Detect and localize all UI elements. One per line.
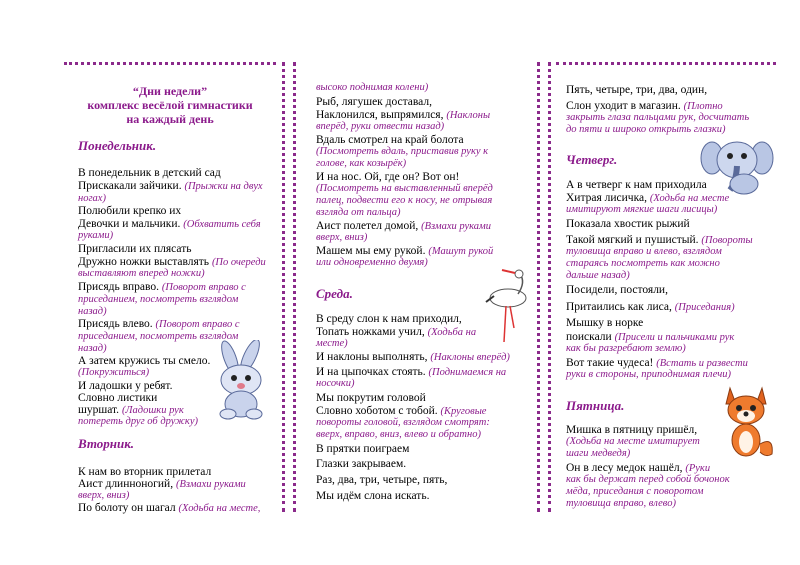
movement-note: (Поворот вправо с	[155, 319, 240, 330]
movement-note: (Плотно	[683, 101, 723, 112]
text-line: И на цыпочках стоять.	[316, 366, 426, 378]
text-line-row	[78, 281, 246, 294]
movement-note: голове, как козырёк)	[316, 158, 407, 169]
movement-note: повороты головой, взглядом смотрят:	[316, 417, 490, 428]
movement-note: (Посмотреть вдаль, приставив руку к	[316, 146, 489, 157]
movement-note: вверх, вниз)	[316, 232, 368, 243]
text-line: Вот такие чудеса!	[566, 357, 654, 369]
heading-wednesday: Среда.	[316, 286, 353, 301]
movement-note: (Руки	[685, 463, 711, 474]
text-line: В понедельник в детский сад	[78, 167, 221, 179]
movement-note: (Поднимаемся на	[428, 367, 507, 378]
movement-note: или одновременно двумя)	[316, 257, 428, 268]
movement-note: вперёд, руки отвести назад)	[316, 121, 445, 132]
movement-note: туловища вправо и влево, взглядом	[566, 246, 722, 257]
movement-note: (Ладошки рук	[121, 405, 184, 416]
movement-note: выставляют вперед ножки)	[78, 268, 205, 279]
heading-tuesday: Вторник.	[78, 436, 135, 451]
movement-note: как бы держат перед собой бочонок	[566, 474, 730, 485]
movement-note: взгляда от пальца)	[316, 207, 401, 218]
heading-friday: Пятница.	[566, 398, 625, 413]
text-line-row	[566, 301, 735, 314]
text-line: А в четверг к нам приходила	[566, 179, 707, 191]
movement-note: (Посмотреть на выставленный вперёд	[316, 183, 493, 194]
text-line-row	[78, 502, 260, 515]
movement-note: (Наклоны вперёд)	[430, 352, 510, 363]
text-line: И ладошки у ребят.	[78, 380, 173, 392]
movement-note: (Присели и пальчиками рук	[614, 332, 735, 343]
movement-note: палец, подвести его к носу, не отрывая	[316, 195, 493, 206]
movement-note: (Ходьба на месте,	[178, 503, 261, 514]
movement-note: закрыть глаза пальцами рук, досчитать	[566, 112, 750, 123]
movement-note: высоко поднимая колени)	[316, 82, 429, 93]
movement-note: (Повороты	[701, 235, 753, 246]
top-border-right	[556, 62, 776, 69]
text-line-row	[78, 318, 240, 331]
title-line-3: на каждый день	[126, 112, 214, 126]
movement-note: (Ходьба на месте	[649, 193, 730, 204]
text-line: Хитрая лисичка,	[566, 192, 647, 204]
movement-note: до пяти и широко открыть глазки)	[566, 124, 726, 135]
text-line: А затем кружись ты смело.	[78, 355, 211, 367]
text-line: Вдаль смотрел на край болота	[316, 134, 464, 146]
movement-note: потереть друг об дружку)	[78, 416, 198, 427]
movement-note: месте)	[316, 338, 348, 349]
stork-icon	[482, 268, 534, 348]
text-line: Словно хоботом с тобой.	[316, 405, 438, 417]
movement-note: (Поворот вправо с	[161, 282, 246, 293]
text-line: Глазки закрываем.	[316, 458, 407, 470]
movement-note: ногах)	[78, 193, 106, 204]
top-border-left	[64, 62, 276, 69]
text-line: Рыб, лягушек доставал,	[316, 96, 432, 108]
movement-note: (Ходьба на месте имитирует	[566, 436, 700, 447]
movement-note: дальше назад)	[566, 270, 630, 281]
movement-note: (Наклоны	[446, 110, 491, 121]
text-line: Мишка в пятницу пришёл,	[566, 424, 698, 436]
text-line: Топать ножками учил,	[316, 326, 425, 338]
movement-note: (Приседания)	[674, 302, 735, 313]
movement-note: (Покружиться)	[78, 367, 150, 378]
movement-note: носочки)	[316, 378, 355, 389]
movement-note: (Встать и развести	[656, 358, 748, 369]
movement-note: (Взмахи руками	[421, 221, 491, 232]
text-line: Мышку в норке	[566, 317, 644, 329]
movement-note: приседанием, посмотреть взглядом	[78, 294, 239, 305]
movement-note: (По очереди	[211, 257, 266, 268]
movement-note: шаги медведя)	[566, 448, 631, 459]
text-line: И наклоны выполнять,	[316, 351, 428, 363]
movement-note: назад)	[78, 306, 107, 317]
heading-monday: Понедельник.	[78, 138, 157, 153]
text-line: Машем мы ему рукой.	[316, 245, 426, 257]
text-line: И на нос. Ой, где он? Вот он!	[316, 171, 460, 183]
movement-note: туловища вправо, влево)	[566, 498, 676, 509]
text-line: шуршат.	[78, 404, 120, 416]
text-line-row	[316, 351, 510, 364]
text-line: Показала хвостик рыжий	[566, 218, 690, 230]
title-line-2: комплекс весёлой гимнастики	[87, 98, 253, 112]
text-line: Присядь влево.	[78, 318, 153, 330]
text-line: Посидели, постояли,	[566, 284, 668, 296]
text-line: Раз, два, три, четыре, пять,	[316, 474, 448, 486]
elephant-icon	[700, 134, 776, 196]
movement-note: руками)	[78, 230, 114, 241]
movement-note: назад)	[78, 343, 107, 354]
text-line: Присядь вправо.	[78, 281, 159, 293]
text-line: К нам во вторник прилетал	[78, 466, 212, 478]
movement-note: мёда, приседания с поворотом	[566, 486, 704, 497]
text-line: Наклонился, выпрямился,	[316, 109, 444, 121]
text-line: Пригласили их плясать	[78, 243, 192, 255]
movement-note: имитируют мягкие шаги лисицы)	[566, 204, 718, 215]
text-line: Девочки и мальчики.	[78, 218, 181, 230]
movement-note: приседанием, посмотреть взглядом	[78, 331, 239, 342]
movement-note: руки в стороны, приподнимая плечи)	[566, 369, 732, 380]
text-line-row	[78, 180, 263, 193]
text-line: По болоту он шагал	[78, 502, 176, 514]
movement-note: (Круговые	[440, 406, 487, 417]
text-line: Такой мягкий и пушистый.	[566, 234, 699, 246]
fox-icon	[716, 382, 776, 462]
bunny-icon	[206, 340, 276, 420]
text-line: Аист полетел домой,	[316, 220, 419, 232]
movement-note: как бы разгребают землю)	[566, 343, 686, 354]
text-line: поискали	[566, 331, 612, 343]
movement-note: (Машут рукой	[428, 246, 494, 257]
text-line: Мы идём слона искать.	[316, 490, 430, 502]
movement-note: (Обхватить себя	[183, 219, 261, 230]
text-line: Слон уходит в магазин.	[566, 100, 681, 112]
title-line-1: “Дни недели”	[132, 84, 208, 98]
movement-note: вверх, вправо, вниз, влево и обратно)	[316, 429, 481, 440]
movement-note: стараясь посмотреть как можно	[566, 258, 720, 269]
page-title	[64, 84, 276, 126]
column-divider-right	[537, 62, 551, 512]
movement-note: (Взмахи руками	[175, 479, 246, 490]
text-line: Мы покрутим головой	[316, 392, 426, 404]
column-divider-left	[282, 62, 296, 512]
movement-note: (Ходьба на	[427, 327, 477, 338]
text-line: Пять, четыре, три, два, один,	[566, 84, 708, 96]
text-line: В прятки поиграем	[316, 443, 410, 455]
movement-note: (Прыжки на двух	[184, 181, 263, 192]
movement-note: вверх, вниз)	[78, 490, 130, 501]
text-line: Дружно ножки выставлять	[78, 256, 210, 268]
text-line: В среду слон к нам приходил,	[316, 313, 462, 325]
text-line: Словно листики	[78, 392, 158, 404]
text-line: Аист длинноногий,	[78, 478, 174, 490]
text-line: Он в лесу медок нашёл,	[566, 462, 683, 474]
text-line: Прискакали зайчики.	[78, 180, 182, 192]
heading-thursday: Четверг.	[566, 152, 618, 167]
text-line: Полюбили крепко их	[78, 205, 182, 217]
text-line: Притаились как лиса,	[566, 301, 672, 313]
